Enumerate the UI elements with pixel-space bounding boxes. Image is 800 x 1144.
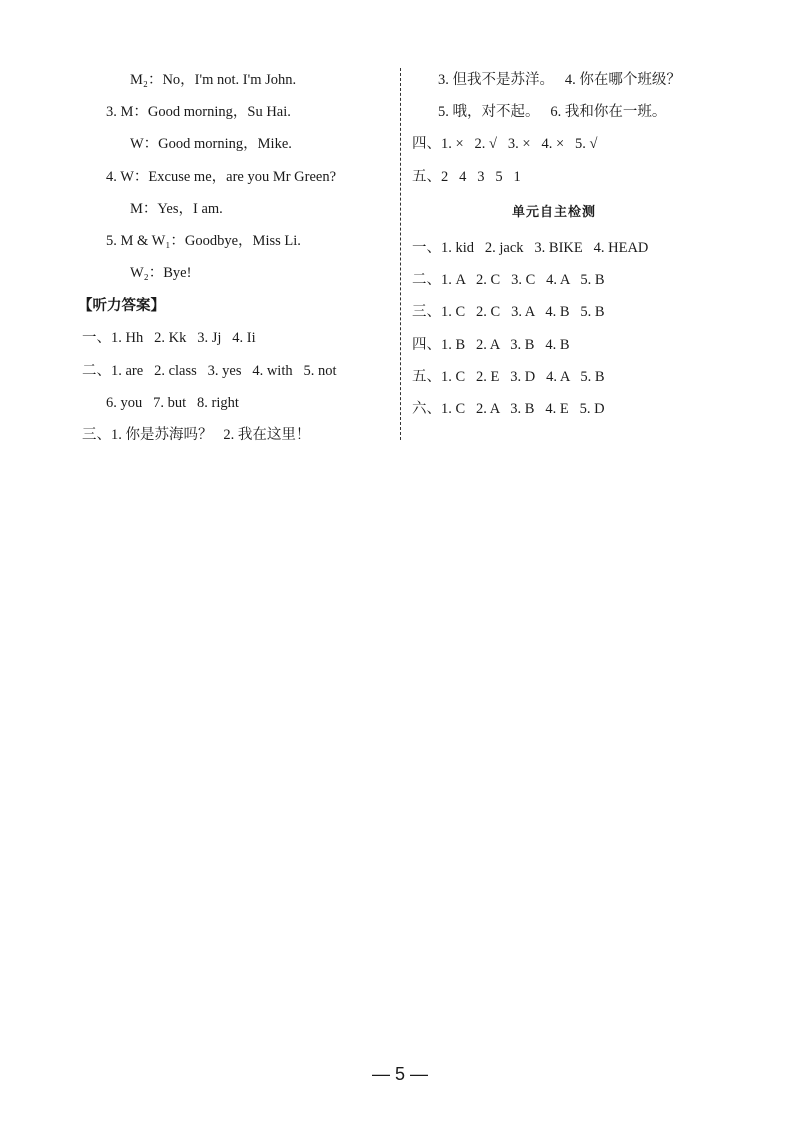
test-answer-line: 二、1. A 2. C 3. C 4. A 5. B	[412, 272, 605, 288]
dialogue-line: 3. M：Good morning，Su Hai.	[106, 104, 291, 120]
answer-line: 6. you 7. but 8. right	[106, 395, 239, 411]
answer-line: 一、1. Hh 2. Kk 3. Jj 4. Ii	[82, 330, 256, 346]
answer-line: 3. 但我不是苏洋。 4. 你在哪个班级？	[438, 72, 681, 88]
test-answer-line: 一、1. kid 2. jack 3. BIKE 4. HEAD	[412, 240, 649, 256]
test-answer-line: 五、1. C 2. E 3. D 4. A 5. B	[412, 369, 605, 385]
test-answer-line: 四、1. B 2. A 3. B 4. B	[412, 337, 570, 353]
dialogue-line: 5. M & W₁：Goodbye，Miss Li.	[106, 233, 301, 249]
dialogue-line: W₂：Bye!	[130, 265, 192, 281]
dialogue-line: M：Yes，I am.	[130, 201, 223, 217]
answer-line: 五、2 4 3 5 1	[412, 169, 521, 185]
answer-line: 三、1. 你是苏海吗？ 2. 我在这里！	[82, 427, 311, 443]
listening-answers-heading: 【听力答案】	[78, 298, 165, 314]
answer-line: 四、1. × 2. √ 3. × 4. × 5. √	[412, 136, 598, 152]
page-number: — 5 —	[371, 1064, 428, 1084]
answer-line: 二、1. are 2. class 3. yes 4. with 5. not	[82, 363, 337, 379]
dialogue-line: 4. W：Excuse me，are you Mr Green?	[106, 169, 337, 185]
test-answer-line: 六、1. C 2. A 3. B 4. E 5. D	[412, 401, 605, 417]
dialogue-line: W：Good morning，Mike.	[130, 136, 292, 152]
column-divider	[400, 68, 401, 440]
dialogue-line: M₂：No，I'm not. I'm John.	[130, 72, 297, 88]
answer-line: 5. 哦，对不起。 6. 我和你在一班。	[438, 104, 667, 120]
test-answer-line: 三、1. C 2. C 3. A 4. B 5. B	[412, 304, 605, 320]
